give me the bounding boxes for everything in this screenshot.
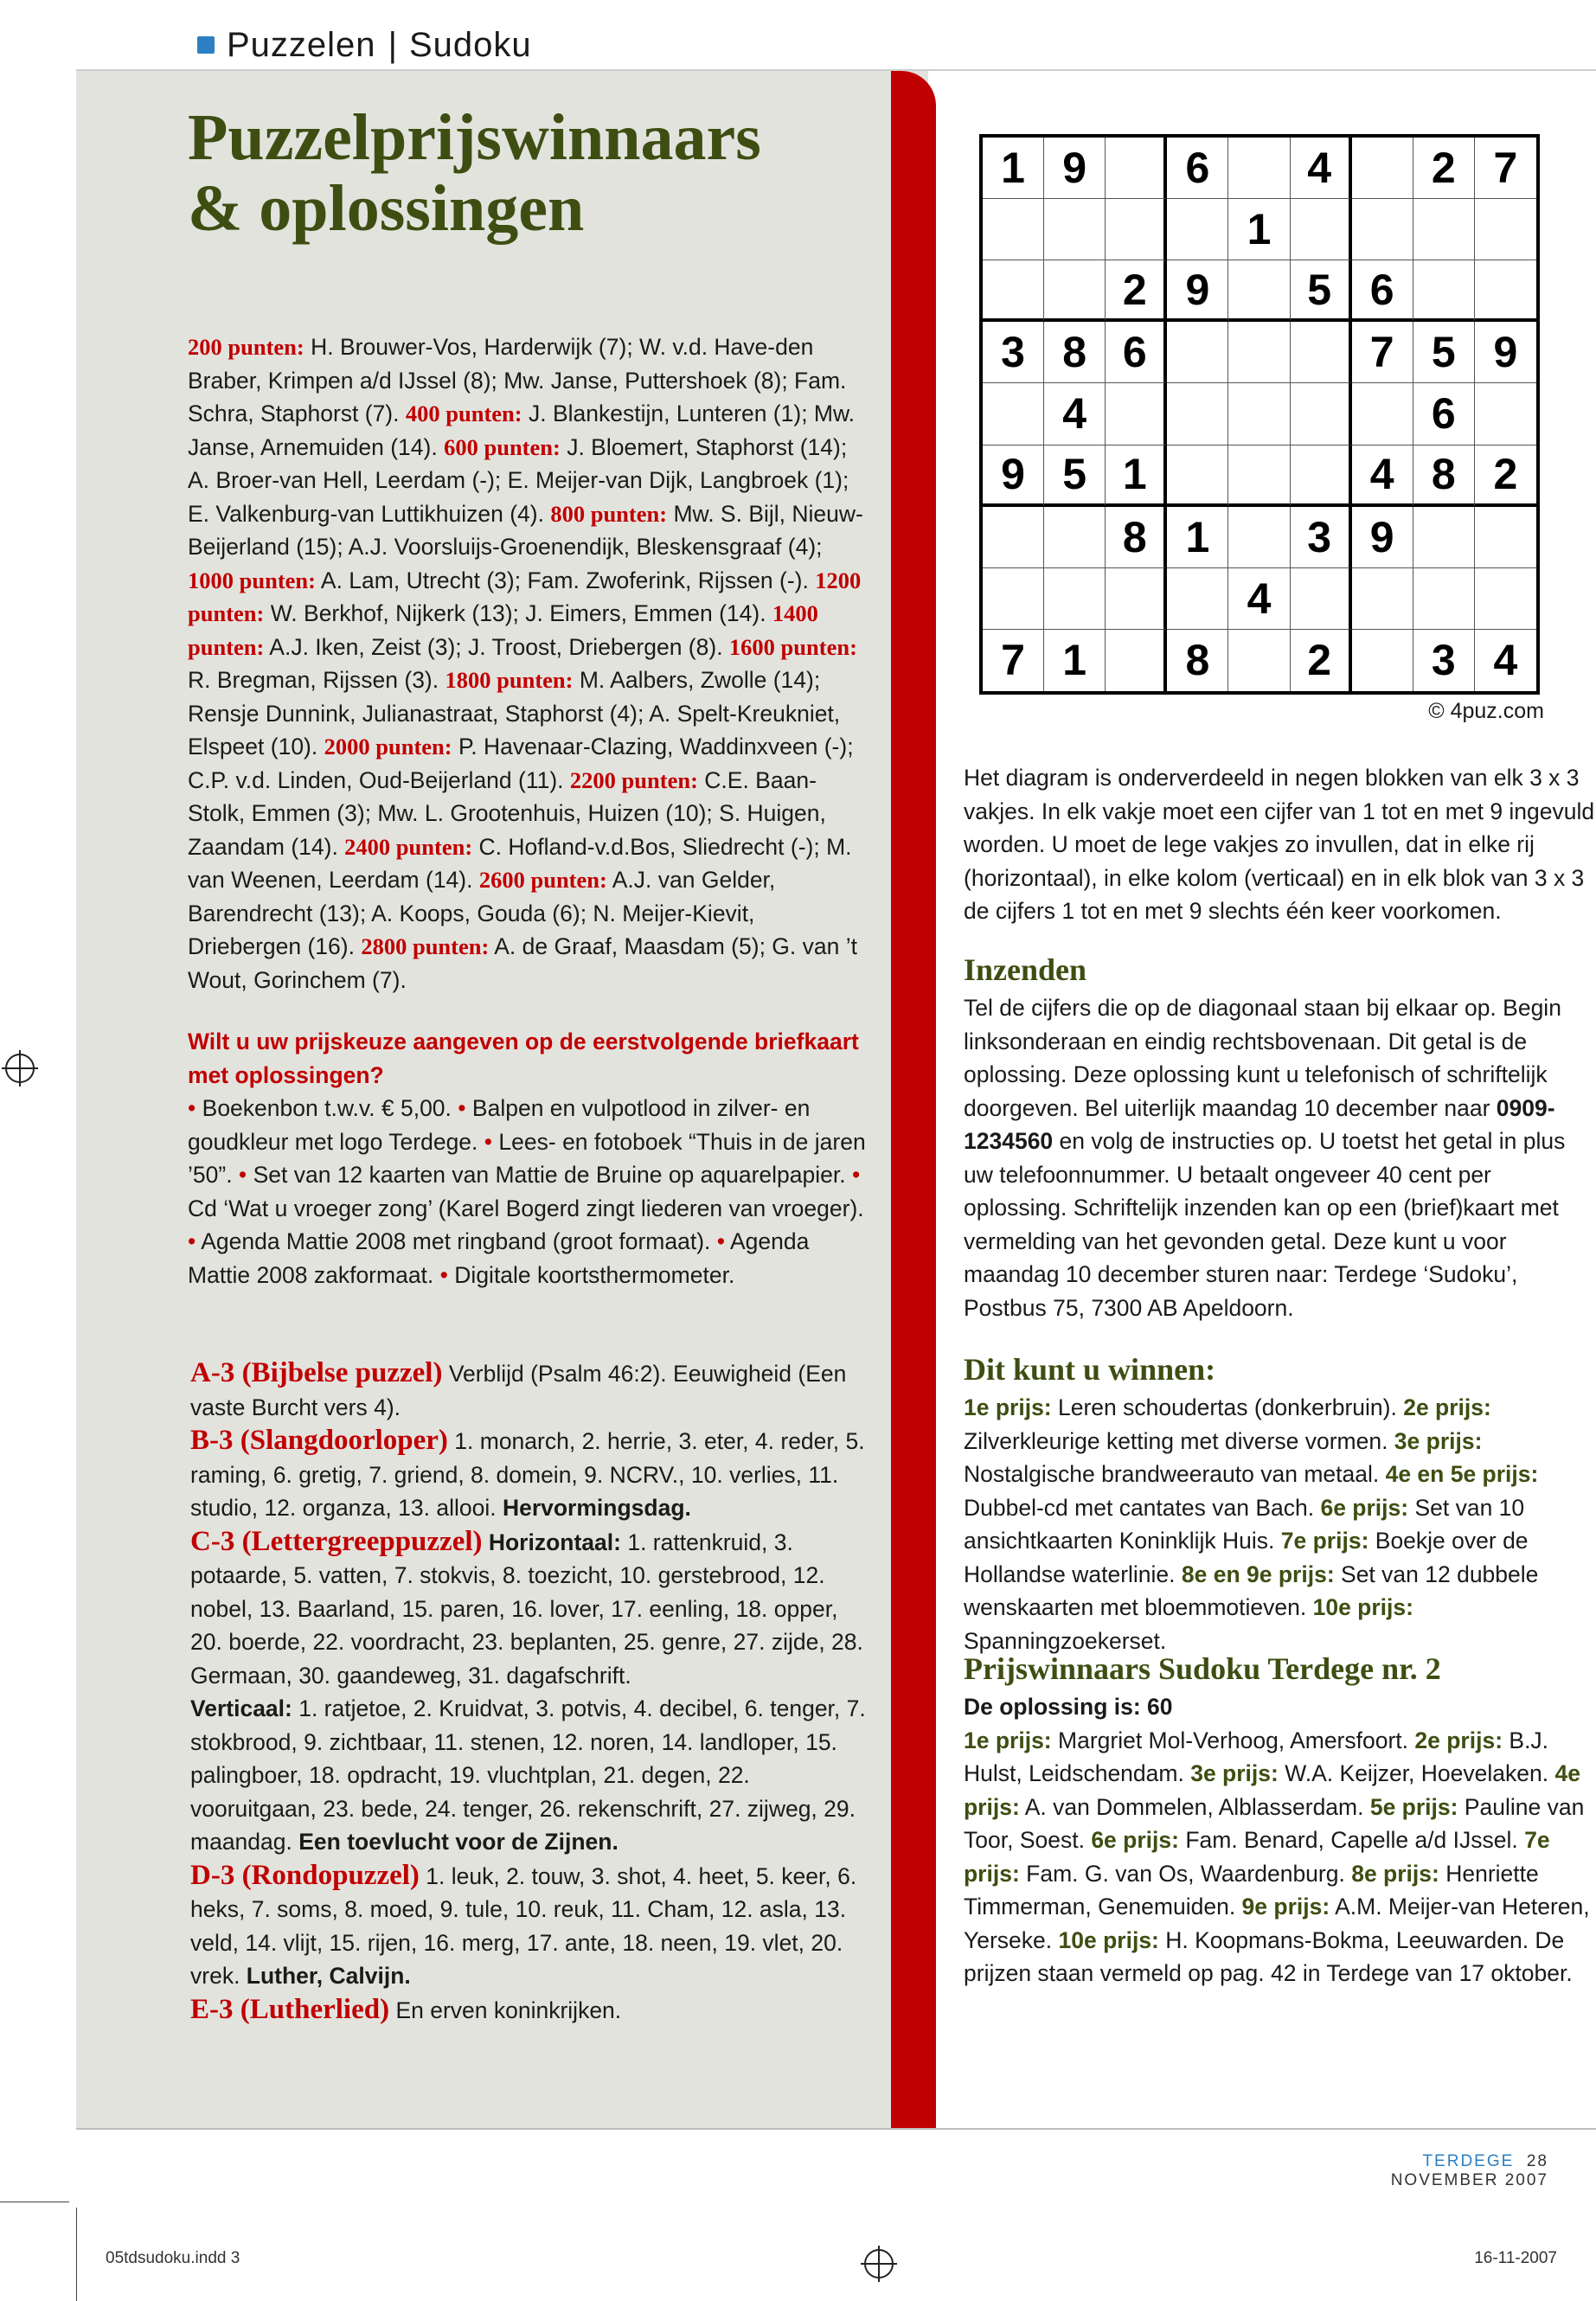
sudoku-cell <box>1228 630 1290 691</box>
solution-d3: D-3 (Rondopuzzel) 1. leuk, 2. touw, 3. shot, 4. heet, 5. keer, 6. heks, 7. soms, 8. moed, 9. tule, 10. reuk, 11. Cham, 12. asla, 13. veld, 14. vlijt, 15. rijen, 16. merg, 17. ante, 18. neen, 19. vlet, 20. vrek. Luther, Calvijn. <box>190 1859 857 1989</box>
sudoku-cell: 8 <box>1044 322 1106 383</box>
sudoku-cell <box>1291 322 1352 383</box>
sudoku-cell <box>1352 199 1413 260</box>
sudoku-cell <box>1291 199 1352 260</box>
winner-names: A. Lam, Utrecht (3); Fam. Zwoferink, Rijssen (-). <box>316 567 816 593</box>
winner-names: Mw. S. Bijl, Nieuw-Beijerland (15); A.J. Voorsluijs-Groenendijk, Bleskensgraaf (4); <box>188 500 863 560</box>
sudoku-cell <box>1106 199 1167 260</box>
winner-names: A. de Graaf, Maasdam (5); G. van ’t Wout, Gorinchem (7). <box>188 933 857 993</box>
prize-description: Leren schoudertas (donkerbruin). <box>1051 1394 1404 1420</box>
section-subname: Sudoku <box>408 25 532 64</box>
red-divider-bar <box>891 71 936 2128</box>
prize-option: Agenda Mattie 2008 met ringband (groot formaat). <box>201 1228 711 1254</box>
sudoku-cell: 3 <box>1413 630 1475 691</box>
slug-date: 16-11-2007 <box>1474 2249 1557 2267</box>
sudoku-cell: 8 <box>1106 507 1167 568</box>
prize-winner: Henriette Timmerman, Genemuiden. <box>964 1860 1539 1920</box>
sudoku-cell <box>1228 138 1290 199</box>
prize-description: Dubbel-cd met cantates van Bach. <box>964 1494 1321 1521</box>
sudoku-cell <box>983 507 1044 568</box>
intro-text: Het diagram is onderverdeeld in negen blokken van elk 3 x 3 vakjes. In elk vakje moet een cijfer van 1 tot en met 9 ingevuld worden. U moet de lege vakjes zo invullen, dat in elke rij (horizontaal), in elke kolom (verticaal) en in elk blok van 3 x 3 de cijfers 1 tot en met 9 slechts één keer voorkomen. <box>964 765 1595 924</box>
section-name: Puzzelen <box>227 25 376 64</box>
sudoku-cell: 4 <box>1044 383 1106 445</box>
prize-description: Set van 12 dubbele wenskaarten met bloemmotieven. <box>964 1561 1539 1620</box>
points-label: 2400 punten: <box>344 833 473 860</box>
sudoku-cell: 7 <box>1352 322 1413 383</box>
prize-option: Lees- en fotoboek “Thuis in de jaren ’50”. <box>188 1128 866 1188</box>
prize-rank: 6e prijs: <box>1091 1827 1179 1853</box>
prize-choice <box>188 1025 871 1292</box>
solution-c3: C-3 (Lettergreeppuzzel) Horizontaal: 1. rattenkruid, 3. potaarde, 5. vatten, 7. stokvis, 8. toezicht, 10. gerstebrood, 12. nobel, 13. Baarland, 15. paren, 16. lover, 17. eenling, 18. opper, 20. boerde, 22. voordracht, 23. beplanten, 25. genre, 27. zijde, 28. Germaan, 30. gaandeweg, 31. dagafschrift. Verticaal: 1. ratjetoe, 2. Kruidvat, 3. potvis, 4. decibel, 6. tenger, 7. stokbrood, 9. zichtbaar, 11. stenen, 12. noren, 14. landloper, 15. palingboer, 18. opdracht, 19. vluchtplan, 21. degen, 22. vooruitgaan, 23. bede, 24. tenger, 26. rekenschrift, 27. zijweg, 29. maandag. Een toevlucht voor de Zijnen. <box>190 1525 866 1855</box>
registration-mark-icon <box>5 1054 35 1083</box>
sudoku-cell: 9 <box>1044 138 1106 199</box>
winner-names: A.J. van Gelder, Barendrecht (13); A. Koops, Gouda (6); N. Meijer-Kievit, Driebergen (16). <box>188 867 776 959</box>
winner-names: H. Brouwer-Vos, Harderwijk (7); W. v.d. Have-den Braber, Krimpen a/d IJssel (8); Mw. Janse, Puttershoek (8); Fam. Schra, Staphorst (7). <box>188 334 847 426</box>
sudoku-cell <box>1291 383 1352 445</box>
points-label: 1400 punten: <box>188 600 818 660</box>
sudoku-cell: 3 <box>1291 507 1352 568</box>
prize-winner: H. Koopmans-Bokma, Leeuwarden. De prijzen staan vermeld op pag. 42 in Terdege van 17 oktober. <box>964 1926 1573 1986</box>
prize-description: Spanningzoekerset. <box>964 1627 1167 1654</box>
sudoku-solution: De oplossing is: 60 <box>964 1694 1173 1720</box>
sudoku-cell: 9 <box>983 445 1044 507</box>
bullet-icon: • <box>232 1162 253 1188</box>
copyright: © 4puz.com <box>1428 699 1544 723</box>
prize-description: Set van 10 ansichtkaarten Koninklijk Huis. <box>964 1494 1525 1554</box>
points-label: 2800 punten: <box>361 933 490 959</box>
sudoku-cell <box>1291 568 1352 630</box>
prize-rank: 3e prijs: <box>1190 1760 1279 1786</box>
points-label: 200 punten: <box>188 334 304 360</box>
prize-rank: 9e prijs: <box>1241 1894 1330 1920</box>
prize-option: Cd ‘Wat u vroeger zong’ (Karel Bogerd zingt liederen van vroeger). <box>188 1195 864 1221</box>
prize-rank: 1e prijs: <box>964 1727 1052 1753</box>
prijswinnaars-block <box>964 1690 1595 1990</box>
sudoku-cell <box>1106 138 1167 199</box>
prize-rank: 8e prijs: <box>1351 1860 1439 1887</box>
solution-a3: A-3 (Bijbelse puzzel) Verblijd (Psalm 46:2). Eeuwigheid (Een vaste Burcht vers 4). <box>190 1357 847 1420</box>
winnen-heading: Dit kunt u winnen: <box>964 1352 1216 1387</box>
points-label: 400 punten: <box>405 401 522 426</box>
prize-choice-items <box>188 1092 871 1292</box>
winnen-list <box>964 1391 1595 1657</box>
sudoku-cell <box>1228 383 1290 445</box>
sudoku-cell <box>983 260 1044 322</box>
winner-names: A.J. Iken, Zeist (3); J. Troost, Driebergen (8). <box>264 633 729 660</box>
sudoku-cell <box>1044 199 1106 260</box>
sudoku-cell <box>1228 445 1290 507</box>
points-label: 600 punten: <box>444 433 561 460</box>
sudoku-cell: 6 <box>1413 383 1475 445</box>
sudoku-cell: 1 <box>1228 199 1290 260</box>
prize-rank: 4e en 5e prijs: <box>1385 1461 1539 1487</box>
sudoku-cell <box>1167 445 1228 507</box>
prize-winner: Fam. Benard, Capelle a/d IJssel. <box>1178 1827 1525 1853</box>
sudoku-cell: 5 <box>1413 322 1475 383</box>
sudoku-cell <box>1044 568 1106 630</box>
sudoku-cell <box>1413 507 1475 568</box>
prize-rank: 8e en 9e prijs: <box>1181 1561 1335 1587</box>
sudoku-cell: 3 <box>983 322 1044 383</box>
solution-e3: E-3 (Lutherlied) En erven koninkrijken. <box>190 1993 622 2025</box>
sudoku-cell <box>1228 322 1290 383</box>
bullet-icon: • <box>451 1095 472 1121</box>
sudoku-cell: 7 <box>983 630 1044 691</box>
inzenden-text: Tel de cijfers die op de diagonaal staan bij elkaar op. Begin linksonderaan en eindig rechtsbovenaan. Dit getal is de oplossing. Deze oplossing kunt u telefonisch of schriftelijk doorgeven. Bel uiterlijk maandag 10 december naar 0909-1234560 en volg de instructies op. U toetst het getal in plus uw telefoonnummer. U betaalt ongeveer 40 cent per oplossing. Schriftelijk inzenden kan op een (brief)kaart met vermelding van het gevonden getal. Deze kunt u voor maandag 10 december sturen naar: Terdege ‘Sudoku’, Postbus 75, 7300 AB Apeldoorn. <box>964 995 1566 1321</box>
prize-winner: A. van Dommelen, Alblasserdam. <box>1019 1793 1370 1820</box>
sudoku-cell: 4 <box>1228 568 1290 630</box>
page-footer: TERDEGE 28 NOVEMBER 2007 <box>1390 2152 1548 2189</box>
prize-choice-question: Wilt u uw prijskeuze aangeven op de eerstvolgende briefkaart met oplossingen? <box>188 1029 859 1088</box>
prize-description: Zilverkleurige ketting met diverse vormen. <box>964 1427 1394 1454</box>
prize-rank: 2e prijs: <box>1414 1727 1503 1753</box>
sudoku-cell: 9 <box>1352 507 1413 568</box>
points-label: 1600 punten: <box>728 633 857 660</box>
sudoku-cell <box>1291 445 1352 507</box>
points-label: 2600 punten: <box>478 867 607 893</box>
sudoku-cell <box>1352 383 1413 445</box>
sudoku-grid <box>979 134 1540 695</box>
winner-names: J. Blankestijn, Lunteren (1); Mw. Janse, Arnemuiden (14). <box>188 401 856 460</box>
points-label: 1200 punten: <box>188 567 862 626</box>
prize-option: Set van 12 kaarten van Mattie de Bruine op aquarelpapier. <box>253 1162 846 1188</box>
sudoku-cell <box>1475 568 1536 630</box>
prize-rank: 3e prijs: <box>1394 1427 1483 1454</box>
sudoku-cell: 2 <box>1106 260 1167 322</box>
bullet-icon: • <box>188 1228 202 1254</box>
sudoku-cell: 5 <box>1291 260 1352 322</box>
prize-rank: 10e prijs: <box>1312 1594 1413 1620</box>
winner-names: C.E. Baan-Stolk, Emmen (3); Mw. L. Grootenhuis, Huizen (10); S. Huigen, Zaandam (14). <box>188 766 826 860</box>
prize-description: Boekje over de Hollandse waterlinie. <box>964 1528 1529 1587</box>
sudoku-cell <box>1475 383 1536 445</box>
winner-names: C. Hofland-v.d.Bos, Sliedrecht (-); M. van Weenen, Leerdam (14). <box>188 833 852 893</box>
bullet-icon: • <box>478 1128 499 1155</box>
page-title: Puzzelprijswinnaars & oplossingen <box>188 101 761 245</box>
sudoku-cell <box>1413 568 1475 630</box>
sudoku-cell: 2 <box>1291 630 1352 691</box>
sudoku-cell <box>1475 199 1536 260</box>
winner-names: M. Aalbers, Zwolle (14); Rensje Dunnink, Julianastraat, Staphorst (4); A. Spelt-Kreukniet, Elspeet (10). <box>188 667 841 760</box>
sudoku-cell: 2 <box>1475 445 1536 507</box>
prize-winner: B.J. Hulst, Leidschendam. <box>964 1727 1549 1786</box>
sudoku-cell: 7 <box>1475 138 1536 199</box>
sudoku-cell <box>1106 630 1167 691</box>
prize-rank: 7e prijs: <box>964 1827 1550 1887</box>
solutions <box>190 1356 874 2027</box>
sudoku-cell: 4 <box>1493 636 1518 685</box>
sudoku-cell: 9 <box>1167 260 1228 322</box>
prize-option: Balpen en vulpotlood in zilver- en goudkleur met logo Terdege. <box>188 1095 811 1155</box>
prize-description: Nostalgische brandweerauto van metaal. <box>964 1461 1386 1487</box>
sudoku-cell <box>1044 260 1106 322</box>
sudoku-cell: 1 <box>1044 630 1106 691</box>
sudoku-cell: 2 <box>1413 138 1475 199</box>
bullet-icon: • <box>845 1162 861 1188</box>
prize-option: Boekenbon t.w.v. € 5,00. <box>202 1095 452 1121</box>
sudoku-cell <box>1106 568 1167 630</box>
sudoku-cell: 6 <box>1352 260 1413 322</box>
sudoku-cell: 4 <box>1291 138 1352 199</box>
registration-mark-icon <box>864 2249 894 2279</box>
phone-number: 0909-1234560 <box>964 1094 1555 1154</box>
sudoku-cell: 1 <box>983 138 1044 199</box>
sudoku-cell: 5 <box>1044 445 1106 507</box>
winner-names: P. Havenaar-Clazing, Waddinxveen (-); C.P. v.d. Linden, Oud-Beijerland (11). <box>188 734 854 793</box>
prize-winner: W.A. Keijzer, Hoevelaken. <box>1278 1760 1555 1786</box>
sudoku-cell <box>1167 322 1228 383</box>
sudoku-cell: 6 <box>1167 138 1228 199</box>
sudoku-cell <box>1167 383 1228 445</box>
sudoku-cell <box>1475 507 1536 568</box>
section-separator: | <box>388 25 397 64</box>
winner-names: R. Bregman, Rijssen (3). <box>188 667 445 693</box>
bullet-icon: • <box>710 1228 730 1254</box>
prize-rank: 10e prijs: <box>1058 1926 1159 1953</box>
sudoku-cell <box>1167 568 1228 630</box>
sudoku-cell <box>983 568 1044 630</box>
section-marker-icon <box>197 36 215 54</box>
prize-rank: 4e prijs: <box>964 1760 1580 1820</box>
prize-rank: 2e prijs: <box>1403 1394 1491 1420</box>
sudoku-cell <box>1352 568 1413 630</box>
points-label: 2200 punten: <box>569 766 698 793</box>
sudoku-cell: 8 <box>1413 445 1475 507</box>
slug-filename: 05tdsudoku.indd 3 <box>106 2249 240 2267</box>
sudoku-cell: 4 <box>1352 445 1413 507</box>
prize-rank: 1e prijs: <box>964 1394 1052 1420</box>
prize-winner: A.M. Meijer-van Heteren, Yerseke. <box>964 1894 1590 1953</box>
prize-option: Digitale koortsthermometer. <box>454 1261 735 1288</box>
sudoku-cell <box>1413 199 1475 260</box>
sudoku-cell: 6 <box>1106 322 1167 383</box>
sudoku-cell: 9 <box>1475 322 1536 383</box>
sudoku-cell <box>983 199 1044 260</box>
bullet-icon: • <box>188 1095 202 1121</box>
sudoku-cell <box>1106 383 1167 445</box>
trim-mark <box>76 2208 77 2301</box>
points-label: 1000 punten: <box>188 567 316 593</box>
sudoku-cell <box>1167 199 1228 260</box>
winners-list <box>188 330 871 997</box>
inzenden-heading: Inzenden <box>964 952 1087 987</box>
sudoku-cell <box>1413 260 1475 322</box>
solution-b3: B-3 (Slangdoorloper) 1. monarch, 2. herrie, 3. eter, 4. reder, 5. raming, 6. gretig, 7. griend, 8. domein, 9. NCRV., 10. verlies, 11. studio, 12. organza, 13. allooi. Hervormingsdag. <box>190 1425 865 1521</box>
sudoku-cell <box>1475 260 1536 322</box>
prize-winner: Fam. G. van Os, Waardenburg. <box>1019 1860 1352 1887</box>
prize-rank: 5e prijs: <box>1369 1793 1458 1820</box>
section-header <box>197 19 532 71</box>
points-label: 1800 punten: <box>445 667 574 693</box>
points-label: 2000 punten: <box>324 734 452 760</box>
prize-option: Agenda Mattie 2008 zakformaat. <box>188 1228 810 1288</box>
sudoku-cell <box>1228 507 1290 568</box>
bottom-rule <box>76 2128 1596 2130</box>
prize-rank: 7e prijs: <box>1280 1528 1369 1554</box>
bullet-icon: • <box>433 1261 455 1288</box>
sudoku-cell <box>1352 138 1413 199</box>
sudoku-cell: 8 <box>1167 630 1228 691</box>
prize-winner: Pauline van Toor, Soest. <box>964 1793 1585 1853</box>
sudoku-cell: 1 <box>1167 507 1228 568</box>
sudoku-cell <box>983 383 1044 445</box>
winner-names: J. Bloemert, Staphorst (14); A. Broer-van Hell, Leerdam (-); E. Meijer-van Dijk, Langbroek (1); E. Valkenburg-van Luttikhuizen (4). <box>188 433 849 527</box>
sudoku-cell: 1 <box>1106 445 1167 507</box>
points-label: 800 punten: <box>550 500 668 527</box>
sudoku-cell <box>1228 260 1290 322</box>
prijswinnaars-heading: Prijswinnaars Sudoku Terdege nr. 2 <box>964 1651 1441 1686</box>
sudoku-cell <box>1352 630 1413 691</box>
prize-winner: Margriet Mol-Verhoog, Amersfoort. <box>1051 1727 1415 1753</box>
prize-rank: 6e prijs: <box>1320 1494 1409 1521</box>
winner-names: W. Berkhof, Nijkerk (13); J. Eimers, Emmen (14). <box>264 600 772 626</box>
sudoku-cell <box>1044 507 1106 568</box>
prijswinnaars-list <box>964 1724 1595 1990</box>
